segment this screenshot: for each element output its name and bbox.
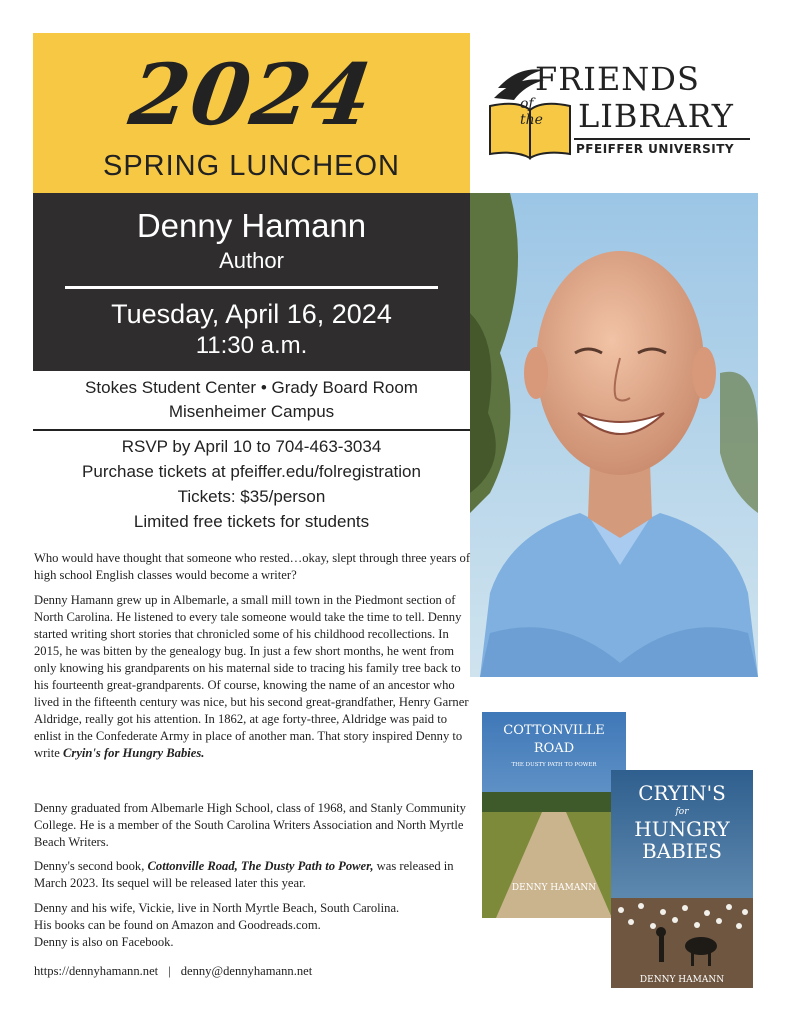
logo-divider <box>574 138 750 140</box>
bio-paragraph: Denny Hamann grew up in Albemarle, a small mill town in the Piedmont section of North Carolina. He listened to every tale someone would take the time to tell. Denny started writing short stories that chronicled some of his childhood recollections. In 2015, he was bitten by the genealogy bug. In just a few short months, he went from only knowing his grandparents on his maternal side to tracing his family tree back to his fourteenth great-grandparents. Of course, knowing the name of an ancestor who lived in the fifteenth century was nice, but his second great-grandfather, Henry Garner Aldridge, really got his attention. In 1862, at age forty-three, Aldridge was paid to enlist in the Confederate Army in place of another man. That story inspired Denny to write Cryin's for Hungry Babies. <box>34 593 469 760</box>
book-2-author: DENNY HAMANN <box>639 975 725 985</box>
logo-the: the <box>520 112 543 128</box>
speaker-role: Author <box>219 248 284 273</box>
event-date: Tuesday, April 16, 2024 <box>111 299 392 329</box>
logo-friends: FRIENDS <box>535 60 700 98</box>
ticket-price: Tickets: $35/person <box>177 487 326 506</box>
speaker-name: Denny Hamann <box>136 207 367 244</box>
book-2-title-line-1: CRYIN'S <box>638 781 726 805</box>
contact-line <box>34 963 470 980</box>
logo-university: PFEIFFER UNIVERSITY <box>576 142 735 156</box>
book-2-title-line-3: BABIES <box>641 839 723 863</box>
book-title: Cottonville Road, The Dusty Path to Power, <box>147 859 374 873</box>
speaker-panel <box>33 193 470 371</box>
purchase-info: Purchase tickets at pfeiffer.edu/folregistration <box>82 462 421 481</box>
book-2-title-for: for <box>675 807 689 817</box>
book-1-author: DENNY HAMANN <box>511 883 597 893</box>
bio-paragraph: Denny's second book, Cottonville Road, The Dusty Path to Power, was released in March 2023. Its sequel will be released later this year. <box>34 859 454 890</box>
book-1-title-line-2: ROAD <box>533 741 575 756</box>
event-name: SPRING LUNCHEON <box>103 150 400 182</box>
bio-paragraph: Denny graduated from Albemarle High School, class of 1968, and Stanly Community College. He is a member of the South Carolina Writers Association and North Myrtle Beach Writers. <box>34 801 466 849</box>
student-tickets: Limited free tickets for students <box>133 512 370 531</box>
bio-paragraph: Denny and his wife, Vickie, live in North Myrtle Beach, South Carolina. His books can be found on Amazon and Goodreads.com. Denny is also on Facebook. <box>34 901 400 949</box>
logo-library: LIBRARY <box>578 97 734 135</box>
website-link[interactable]: https://dennyhamann.net <box>34 964 159 978</box>
book-1-title-line-1: COTTONVILLE <box>503 723 605 738</box>
book-2-title-line-2: HUNGRY <box>634 817 730 841</box>
email-link[interactable]: denny@dennyhamann.net <box>180 964 313 978</box>
event-time: 11:30 a.m. <box>195 332 308 359</box>
separator: | <box>168 964 171 978</box>
book-cover-cryins-for-hungry-babies <box>611 770 753 988</box>
book-title: Cryin's for Hungry Babies. <box>63 746 205 760</box>
book-cover-cottonville-road <box>482 712 626 918</box>
location-line-1: Stokes Student Center • Grady Board Room <box>85 378 418 397</box>
logo-of: of <box>520 96 534 112</box>
rsvp-info: RSVP by April 10 to 704-463-3034 <box>121 437 382 456</box>
bio-paragraph: Who would have thought that someone who rested…okay, slept through three years of high school English classes would become a writer? <box>34 551 471 582</box>
title-banner <box>33 33 470 193</box>
divider <box>65 286 438 289</box>
event-year: 2024 <box>123 45 380 144</box>
location-line-2: Misenheimer Campus <box>168 402 335 421</box>
author-photo <box>470 193 758 677</box>
book-1-subtitle: THE DUSTY PATH TO POWER <box>511 762 597 768</box>
divider <box>33 429 470 431</box>
